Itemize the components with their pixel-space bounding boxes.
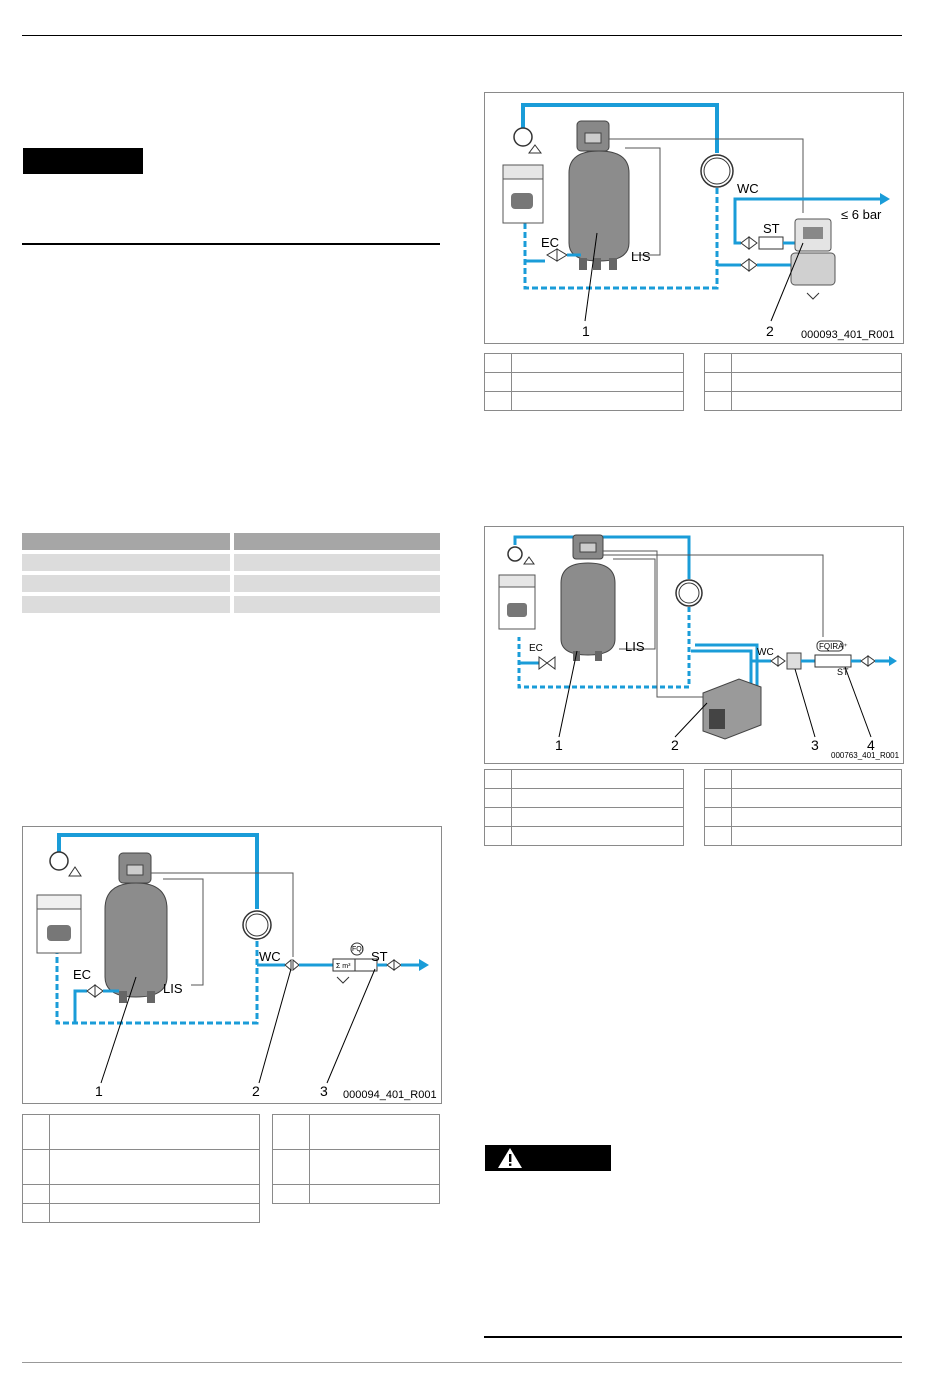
figure-c-legend-left [22, 1114, 260, 1223]
legend-row [23, 1150, 260, 1185]
figure-a-ec-label: EC [541, 235, 560, 250]
warning-label-tag [485, 1145, 611, 1171]
figure-a-legend-left [484, 353, 684, 411]
legend-row [705, 770, 902, 789]
figure-b-callout-3: 3 [811, 737, 819, 753]
figure-c-meter-label: Σ m³ [336, 963, 351, 970]
header-rule [22, 35, 902, 36]
figure-a-callout-1: 1 [582, 323, 590, 339]
figure-a-st-label: ST [763, 221, 780, 236]
footer-rule [22, 1362, 902, 1363]
legend-row [273, 1150, 440, 1185]
figure-a-code: 000093_401_R001 [801, 329, 895, 341]
legend-row [485, 770, 684, 789]
legend-row [705, 354, 902, 373]
figure-a-callout-2: 2 [766, 323, 774, 339]
figure-b-fq-label: FQIRA⁺ [819, 642, 848, 651]
legend-row [705, 827, 902, 846]
figure-c-callout-2: 2 [252, 1083, 260, 1099]
column-end-rule [484, 1336, 902, 1338]
figure-c-callout-1: 1 [95, 1083, 103, 1099]
figure-c-ec-label: EC [73, 967, 92, 982]
figure-b-wc-label: WC [757, 647, 774, 658]
figure-b-legend-left [484, 769, 684, 846]
figure-b-callout-1: 1 [555, 737, 563, 753]
figure-a-legend-right [704, 353, 902, 411]
figure-c-wc-label: WC [259, 949, 281, 964]
figure-a-lis-label: LIS [631, 249, 651, 264]
figure-c-st-label: ST [371, 949, 388, 964]
legend-row [705, 789, 902, 808]
figure-a-frame [484, 92, 904, 344]
figure-b-code: 000763_401_R001 [831, 751, 900, 760]
table-header-row [22, 533, 440, 550]
section-rule [22, 243, 440, 245]
figure-c-diagram [23, 827, 441, 1103]
legend-row [23, 1115, 260, 1150]
figure-a-diagram [485, 93, 903, 343]
figure-a-pressure-label: ≤ 6 bar [841, 207, 882, 222]
figure-b-ec-label: EC [529, 643, 543, 654]
legend-row [485, 827, 684, 846]
figure-b-lis-label: LIS [625, 639, 645, 654]
figure-c-fqi-label: FQI [352, 946, 364, 953]
data-table-gray [18, 529, 444, 617]
figure-b-diagram [485, 527, 903, 763]
legend-row [485, 354, 684, 373]
figure-a-wc-label: WC [737, 181, 759, 196]
figure-c-frame [22, 826, 442, 1104]
figure-c-legend-right [272, 1114, 440, 1204]
legend-row [705, 392, 902, 411]
note-label-tag [23, 148, 143, 174]
figure-b-legend-right [704, 769, 902, 846]
figure-b-st-label: ST [837, 667, 849, 677]
warning-icon [497, 1147, 523, 1169]
legend-row [485, 373, 684, 392]
legend-row [705, 808, 902, 827]
legend-row [273, 1185, 440, 1204]
figure-c-callout-3: 3 [320, 1083, 328, 1099]
legend-row [485, 789, 684, 808]
figure-b-frame [484, 526, 904, 764]
table-row [22, 554, 440, 571]
legend-row [485, 808, 684, 827]
legend-row [23, 1185, 260, 1204]
figure-c-lis-label: LIS [163, 981, 183, 996]
legend-row [273, 1115, 440, 1150]
figure-b-callout-2: 2 [671, 737, 679, 753]
legend-row [23, 1204, 260, 1223]
figure-b-callout-4: 4 [867, 737, 875, 753]
figure-c-code: 000094_401_R001 [343, 1089, 437, 1101]
table-row [22, 575, 440, 592]
legend-row [485, 392, 684, 411]
legend-row [705, 373, 902, 392]
table-row [22, 596, 440, 613]
